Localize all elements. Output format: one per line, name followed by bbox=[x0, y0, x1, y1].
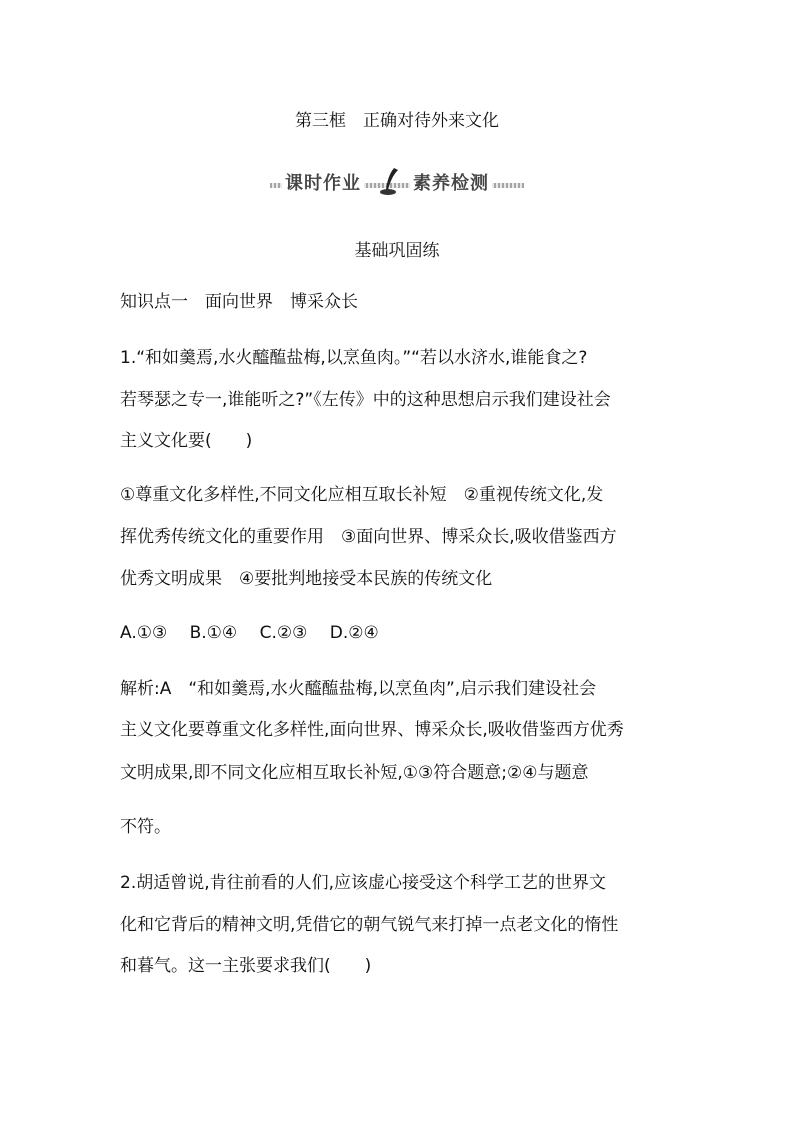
q1-line: 主义文化要( ) bbox=[120, 431, 253, 451]
quill-pen-icon bbox=[377, 166, 405, 196]
page-title: 第三框 正确对待外来文化 bbox=[295, 111, 499, 131]
q1-statement-line: ①尊重文化多样性,不同文化应相互取长补短 ②重视传统文化,发 bbox=[120, 485, 604, 505]
section-banner bbox=[270, 166, 524, 200]
q1-options: A.①③ B.①④ C.②③ D.②④ bbox=[120, 623, 379, 643]
q1-statement-line: 优秀文明成果 ④要批判地接受本民族的传统文化 bbox=[120, 569, 493, 589]
q1-analysis-line: 解析:A “和如羹焉,水火醯醢盐梅,以烹鱼肉”,启示我们建设社会 bbox=[120, 679, 597, 699]
q1-statement-line: 挥优秀传统文化的重要作用 ③面向世界、博采众长,吸收借鉴西方 bbox=[120, 527, 617, 547]
banner-right-label: 素养检测 bbox=[410, 169, 492, 195]
q2-line: 2.胡适曾说,肯往前看的人们,应该虚心接受这个科学工艺的世界文 bbox=[120, 873, 607, 893]
q1-line: 1.“和如羹焉,水火醯醢盐梅,以烹鱼肉。”“若以水济水,谁能食之? bbox=[120, 348, 588, 368]
q1-analysis-line: 主义文化要尊重文化多样性,面向世界、博采众长,吸收借鉴西方优秀 bbox=[120, 720, 624, 740]
section-heading: 基础巩固练 bbox=[354, 241, 440, 261]
knowledge-point-heading: 知识点一 面向世界 博采众长 bbox=[120, 292, 358, 312]
banner-left-label: 课时作业 bbox=[282, 169, 364, 195]
q2-line: 和暮气。这一主张要求我们( ) bbox=[120, 956, 372, 976]
q1-analysis-line: 文明成果,即不同文化应相互取长补短,①③符合题意;②④与题意 bbox=[120, 763, 589, 783]
q1-analysis-line: 不符。 bbox=[120, 817, 171, 837]
q2-line: 化和它背后的精神文明,凭借它的朝气锐气来打掉一点老文化的惰性 bbox=[120, 915, 619, 935]
q1-line: 若琴瑟之专一,谁能听之?”《左传》中的这种思想启示我们建设社会 bbox=[120, 390, 611, 410]
